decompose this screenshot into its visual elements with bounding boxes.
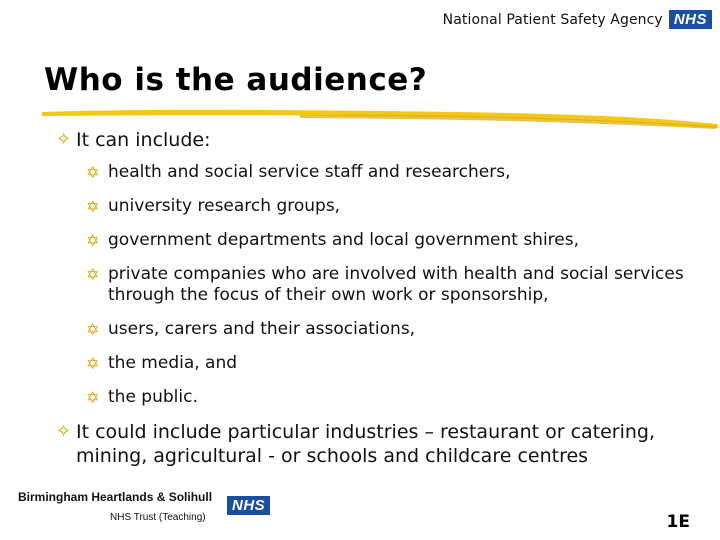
agency-name: National Patient Safety Agency: [442, 11, 663, 28]
sub-bullet: [86, 162, 706, 183]
y-star-icon: ✡: [86, 388, 100, 407]
org-subtitle: NHS Trust (Teaching): [110, 512, 206, 523]
sub-bullet: [86, 319, 706, 340]
y-star-icon: ✡: [86, 265, 100, 284]
four-point-star-icon: ✧: [56, 421, 72, 442]
footer-nhs-logo-wrap: [227, 495, 270, 515]
sub-bullet: [86, 387, 706, 408]
footer-organisation: [18, 490, 212, 523]
sub-bullet-text: health and social service staff and researchers,: [108, 162, 511, 182]
sub-bullet-text: government departments and local government shires,: [108, 230, 580, 250]
y-star-icon: ✡: [86, 197, 100, 216]
bullet-text: It could include particular industries – restaurant or catering, mining, agricultural - or schools and childcare centres: [76, 421, 656, 467]
sub-bullet-text: the public.: [108, 387, 198, 407]
bullet-level1: [56, 420, 706, 468]
y-star-icon: ✡: [86, 354, 100, 373]
sub-bullet: [86, 196, 706, 217]
header-brand: [443, 10, 712, 29]
slide-title: Who is the audience?: [44, 62, 428, 98]
bullet-list: [56, 128, 706, 468]
four-point-star-icon: ✧: [56, 129, 72, 150]
y-star-icon: ✡: [86, 231, 100, 250]
footer-nhs-logo: NHS: [227, 496, 270, 515]
sub-bullet-text: university research groups,: [108, 196, 341, 216]
slide-number: 1E: [666, 512, 690, 532]
sub-bullet-text: the media, and: [108, 353, 238, 373]
y-star-icon: ✡: [86, 163, 100, 182]
sub-bullet: [86, 230, 706, 251]
sub-bullet: [86, 264, 706, 306]
sub-bullet-text: users, carers and their associations,: [108, 319, 416, 339]
bullet-text: It can include:: [76, 129, 211, 151]
sub-bullet: [86, 353, 706, 374]
bullet-level1: [56, 128, 706, 152]
sub-bullet-text: private companies who are involved with health and social services through the focus of their own work or sponsorship,: [108, 264, 684, 305]
org-name: Birmingham Heartlands & Solihull: [18, 490, 213, 504]
nhs-logo: NHS: [669, 10, 712, 29]
y-star-icon: ✡: [86, 320, 100, 339]
